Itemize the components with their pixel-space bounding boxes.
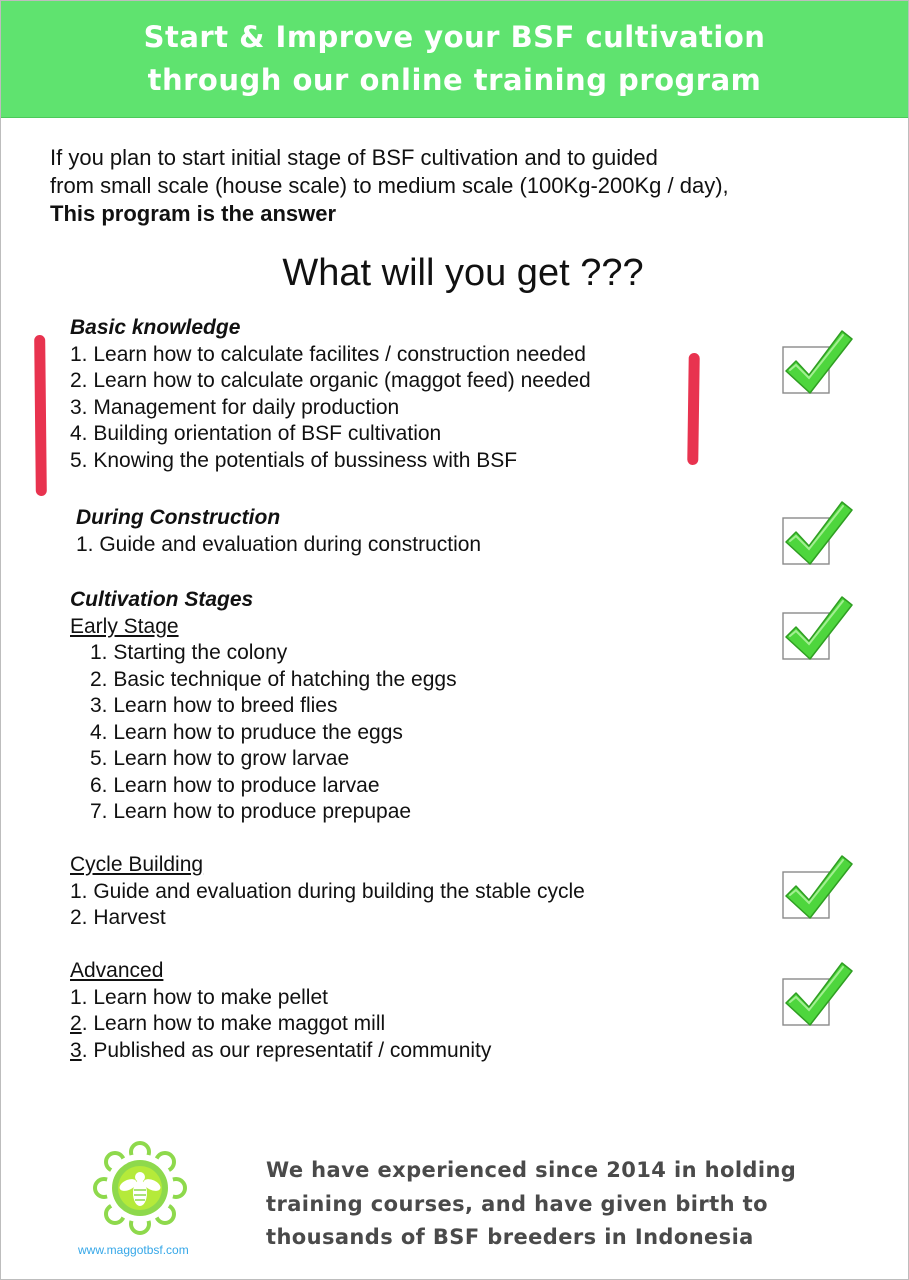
checkbox-checked-icon <box>778 850 858 930</box>
list-item: 3. Management for daily production <box>70 395 400 419</box>
list-item: 1. Learn how to make pellet <box>70 985 328 1009</box>
checkbox-checked-icon <box>778 957 858 1037</box>
item-text: . Learn how to make maggot mill <box>81 1012 386 1035</box>
basic-knowledge-section <box>70 315 591 474</box>
header-banner <box>1 1 908 118</box>
list-item <box>70 1011 491 1038</box>
footer-statement <box>266 1154 796 1255</box>
list-item: 1. Guide and evaluation during construction <box>76 532 482 556</box>
list-item <box>70 1038 491 1065</box>
checkbox-checked-icon <box>778 325 858 405</box>
list-item: 1. Starting the colony <box>90 641 288 664</box>
list-item: 3. Learn how to breed flies <box>90 694 338 717</box>
checkbox-checked-icon <box>778 591 858 671</box>
list-item: 5. Learn how to grow larvae <box>90 747 350 770</box>
checkbox-checked-icon <box>778 496 858 576</box>
intro-line-1: If you plan to start initial stage of BSF cultivation and to guided <box>50 145 658 170</box>
list-item: 5. Knowing the potentials of bussiness with BSF <box>70 448 518 472</box>
list-item: 4. Learn how to pruduce the eggs <box>90 720 403 744</box>
cycle-building-title: Cycle Building <box>70 853 204 876</box>
construction-section <box>76 505 481 558</box>
item-number: 2 <box>70 1012 82 1035</box>
list-item: 7. Learn how to produce prepupae <box>90 800 412 823</box>
intro-paragraph <box>50 144 729 228</box>
footer-line-2: training courses, and have given birth to <box>266 1191 768 1216</box>
intro-line-3: This program is the answer <box>50 201 337 226</box>
list-item: 2. Basic technique of hatching the eggs <box>90 667 457 691</box>
list-item: 2. Harvest <box>70 906 166 929</box>
red-marker-right <box>687 353 700 465</box>
basic-knowledge-heading: Basic knowledge <box>70 316 241 339</box>
list-item: 6. Learn how to produce larvae <box>90 773 380 797</box>
intro-line-2: from small scale (house scale) to medium scale (100Kg-200Kg / day), <box>50 173 729 198</box>
list-item: 1. Guide and evaluation during building the stable cycle <box>70 879 585 903</box>
banner-title-line-2: through our online training program <box>147 63 762 97</box>
construction-heading: During Construction <box>76 506 281 529</box>
red-marker-left <box>34 335 47 496</box>
footer-line-1: We have experienced since 2014 in holding <box>266 1158 797 1182</box>
list-item: 2. Learn how to calculate organic (maggot feed) needed <box>70 369 591 392</box>
cycle-building-section <box>70 852 585 932</box>
maggotbsf-logo-icon <box>90 1138 190 1238</box>
early-stage-title: Early Stage <box>70 614 179 638</box>
banner-title-line-1: Start & Improve your BSF cultivation <box>143 20 766 54</box>
advanced-title: Advanced <box>70 959 164 982</box>
cultivation-heading: Cultivation Stages <box>70 588 254 611</box>
list-item: 1. Learn how to calculate facilites / construction needed <box>70 342 586 366</box>
advanced-section <box>70 958 491 1064</box>
item-number: 3 <box>70 1038 82 1062</box>
page-headline: What will you get ??? <box>282 252 644 294</box>
list-item: 4. Building orientation of BSF cultivation <box>70 422 442 445</box>
website-url: www.maggotbsf.com <box>78 1243 189 1257</box>
item-text: . Published as our representatif / community <box>81 1038 492 1062</box>
cultivation-section <box>70 587 457 826</box>
footer-line-3: thousands of BSF breeders in Indonesia <box>266 1225 754 1249</box>
